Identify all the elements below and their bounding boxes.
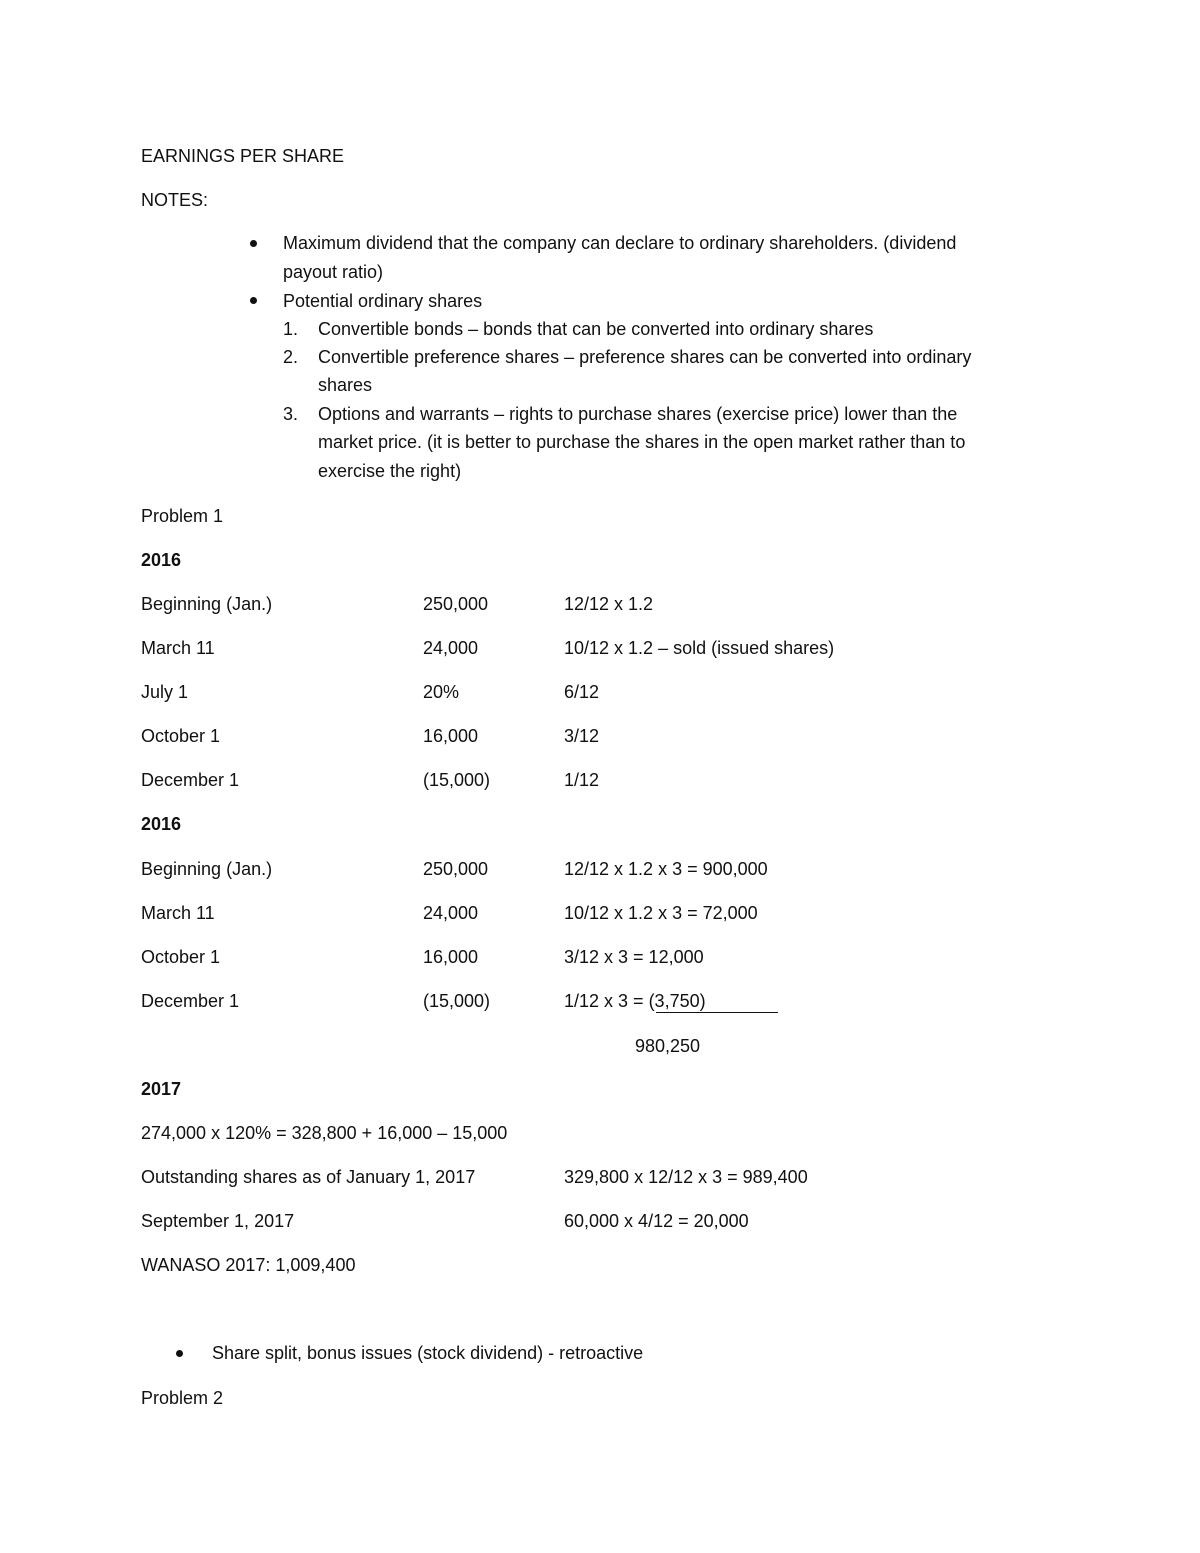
row-calc: 329,800 x 12/12 x 3 = 989,400 — [564, 1167, 808, 1187]
row-calc: 6/12 — [564, 682, 600, 702]
notes-label: NOTES: — [141, 190, 209, 210]
list-number: 3. — [283, 404, 299, 424]
row-shares: 16,000 — [423, 726, 479, 746]
row-calc: 12/12 x 1.2 x 3 = 900,000 — [564, 859, 768, 879]
row-date: Beginning (Jan.) — [141, 859, 273, 879]
row-date: March 11 — [141, 903, 215, 923]
list-item-text: Convertible preference shares – preference shares can be converted into ordinary — [318, 347, 972, 367]
total-underline — [656, 1012, 778, 1013]
row-date: October 1 — [141, 726, 221, 746]
row-shares: 24,000 — [423, 903, 479, 923]
document-title: EARNINGS PER SHARE — [141, 146, 345, 166]
bullet-icon — [250, 240, 257, 247]
row-calc — [564, 990, 706, 1012]
row-date: Beginning (Jan.) — [141, 594, 273, 614]
problem-1-label: Problem 1 — [141, 506, 224, 526]
row-shares: 20% — [423, 682, 460, 702]
list-item-text: exercise the right) — [318, 461, 462, 481]
list-item-text: Options and warrants – rights to purchase shares (exercise price) lower than the — [318, 404, 958, 424]
row-calc-value: (3,750) — [648, 991, 706, 1011]
section-total: 980,250 — [635, 1036, 701, 1056]
list-item-text: Convertible bonds – bonds that can be converted into ordinary shares — [318, 319, 874, 339]
row-shares: (15,000) — [423, 770, 491, 790]
row-calc: 3/12 — [564, 726, 600, 746]
row-shares: 16,000 — [423, 947, 479, 967]
note-retroactive: Share split, bonus issues (stock dividend) - retroactive — [212, 1343, 644, 1363]
row-calc: 3/12 x 3 = 12,000 — [564, 947, 704, 967]
row-shares: 24,000 — [423, 638, 479, 658]
row-date: October 1 — [141, 947, 221, 967]
row-label: September 1, 2017 — [141, 1211, 295, 1231]
list-item-text: market price. (it is better to purchase the shares in the open market rather than to — [318, 432, 966, 452]
wanaso-line: WANASO 2017: 1,009,400 — [141, 1255, 356, 1275]
note-dividend-line1: Maximum dividend that the company can declare to ordinary shareholders. (dividend — [283, 233, 957, 253]
row-date: December 1 — [141, 991, 240, 1011]
year-heading: 2016 — [141, 814, 182, 834]
row-shares: 250,000 — [423, 859, 489, 879]
equation-line: 274,000 x 120% = 328,800 + 16,000 – 15,000 — [141, 1123, 508, 1143]
row-shares: 250,000 — [423, 594, 489, 614]
row-calc: 10/12 x 1.2 – sold (issued shares) — [564, 638, 835, 658]
row-calc: 1/12 — [564, 770, 600, 790]
list-number: 2. — [283, 347, 299, 367]
note-potential-shares: Potential ordinary shares — [283, 291, 483, 311]
list-item-text: shares — [318, 375, 373, 395]
row-calc-prefix: 1/12 x 3 = — [564, 991, 649, 1011]
list-number: 1. — [283, 319, 299, 339]
year-heading: 2016 — [141, 550, 182, 570]
bullet-icon — [176, 1350, 183, 1357]
row-date: July 1 — [141, 682, 189, 702]
row-calc: 10/12 x 1.2 x 3 = 72,000 — [564, 903, 758, 923]
row-calc: 12/12 x 1.2 — [564, 594, 654, 614]
row-shares: (15,000) — [423, 991, 491, 1011]
bullet-icon — [250, 297, 257, 304]
row-date: December 1 — [141, 770, 240, 790]
problem-2-label: Problem 2 — [141, 1388, 224, 1408]
row-date: March 11 — [141, 638, 215, 658]
note-dividend-line2: payout ratio) — [283, 262, 384, 282]
row-label: Outstanding shares as of January 1, 2017 — [141, 1167, 476, 1187]
year-heading: 2017 — [141, 1079, 182, 1099]
row-calc: 60,000 x 4/12 = 20,000 — [564, 1211, 749, 1231]
